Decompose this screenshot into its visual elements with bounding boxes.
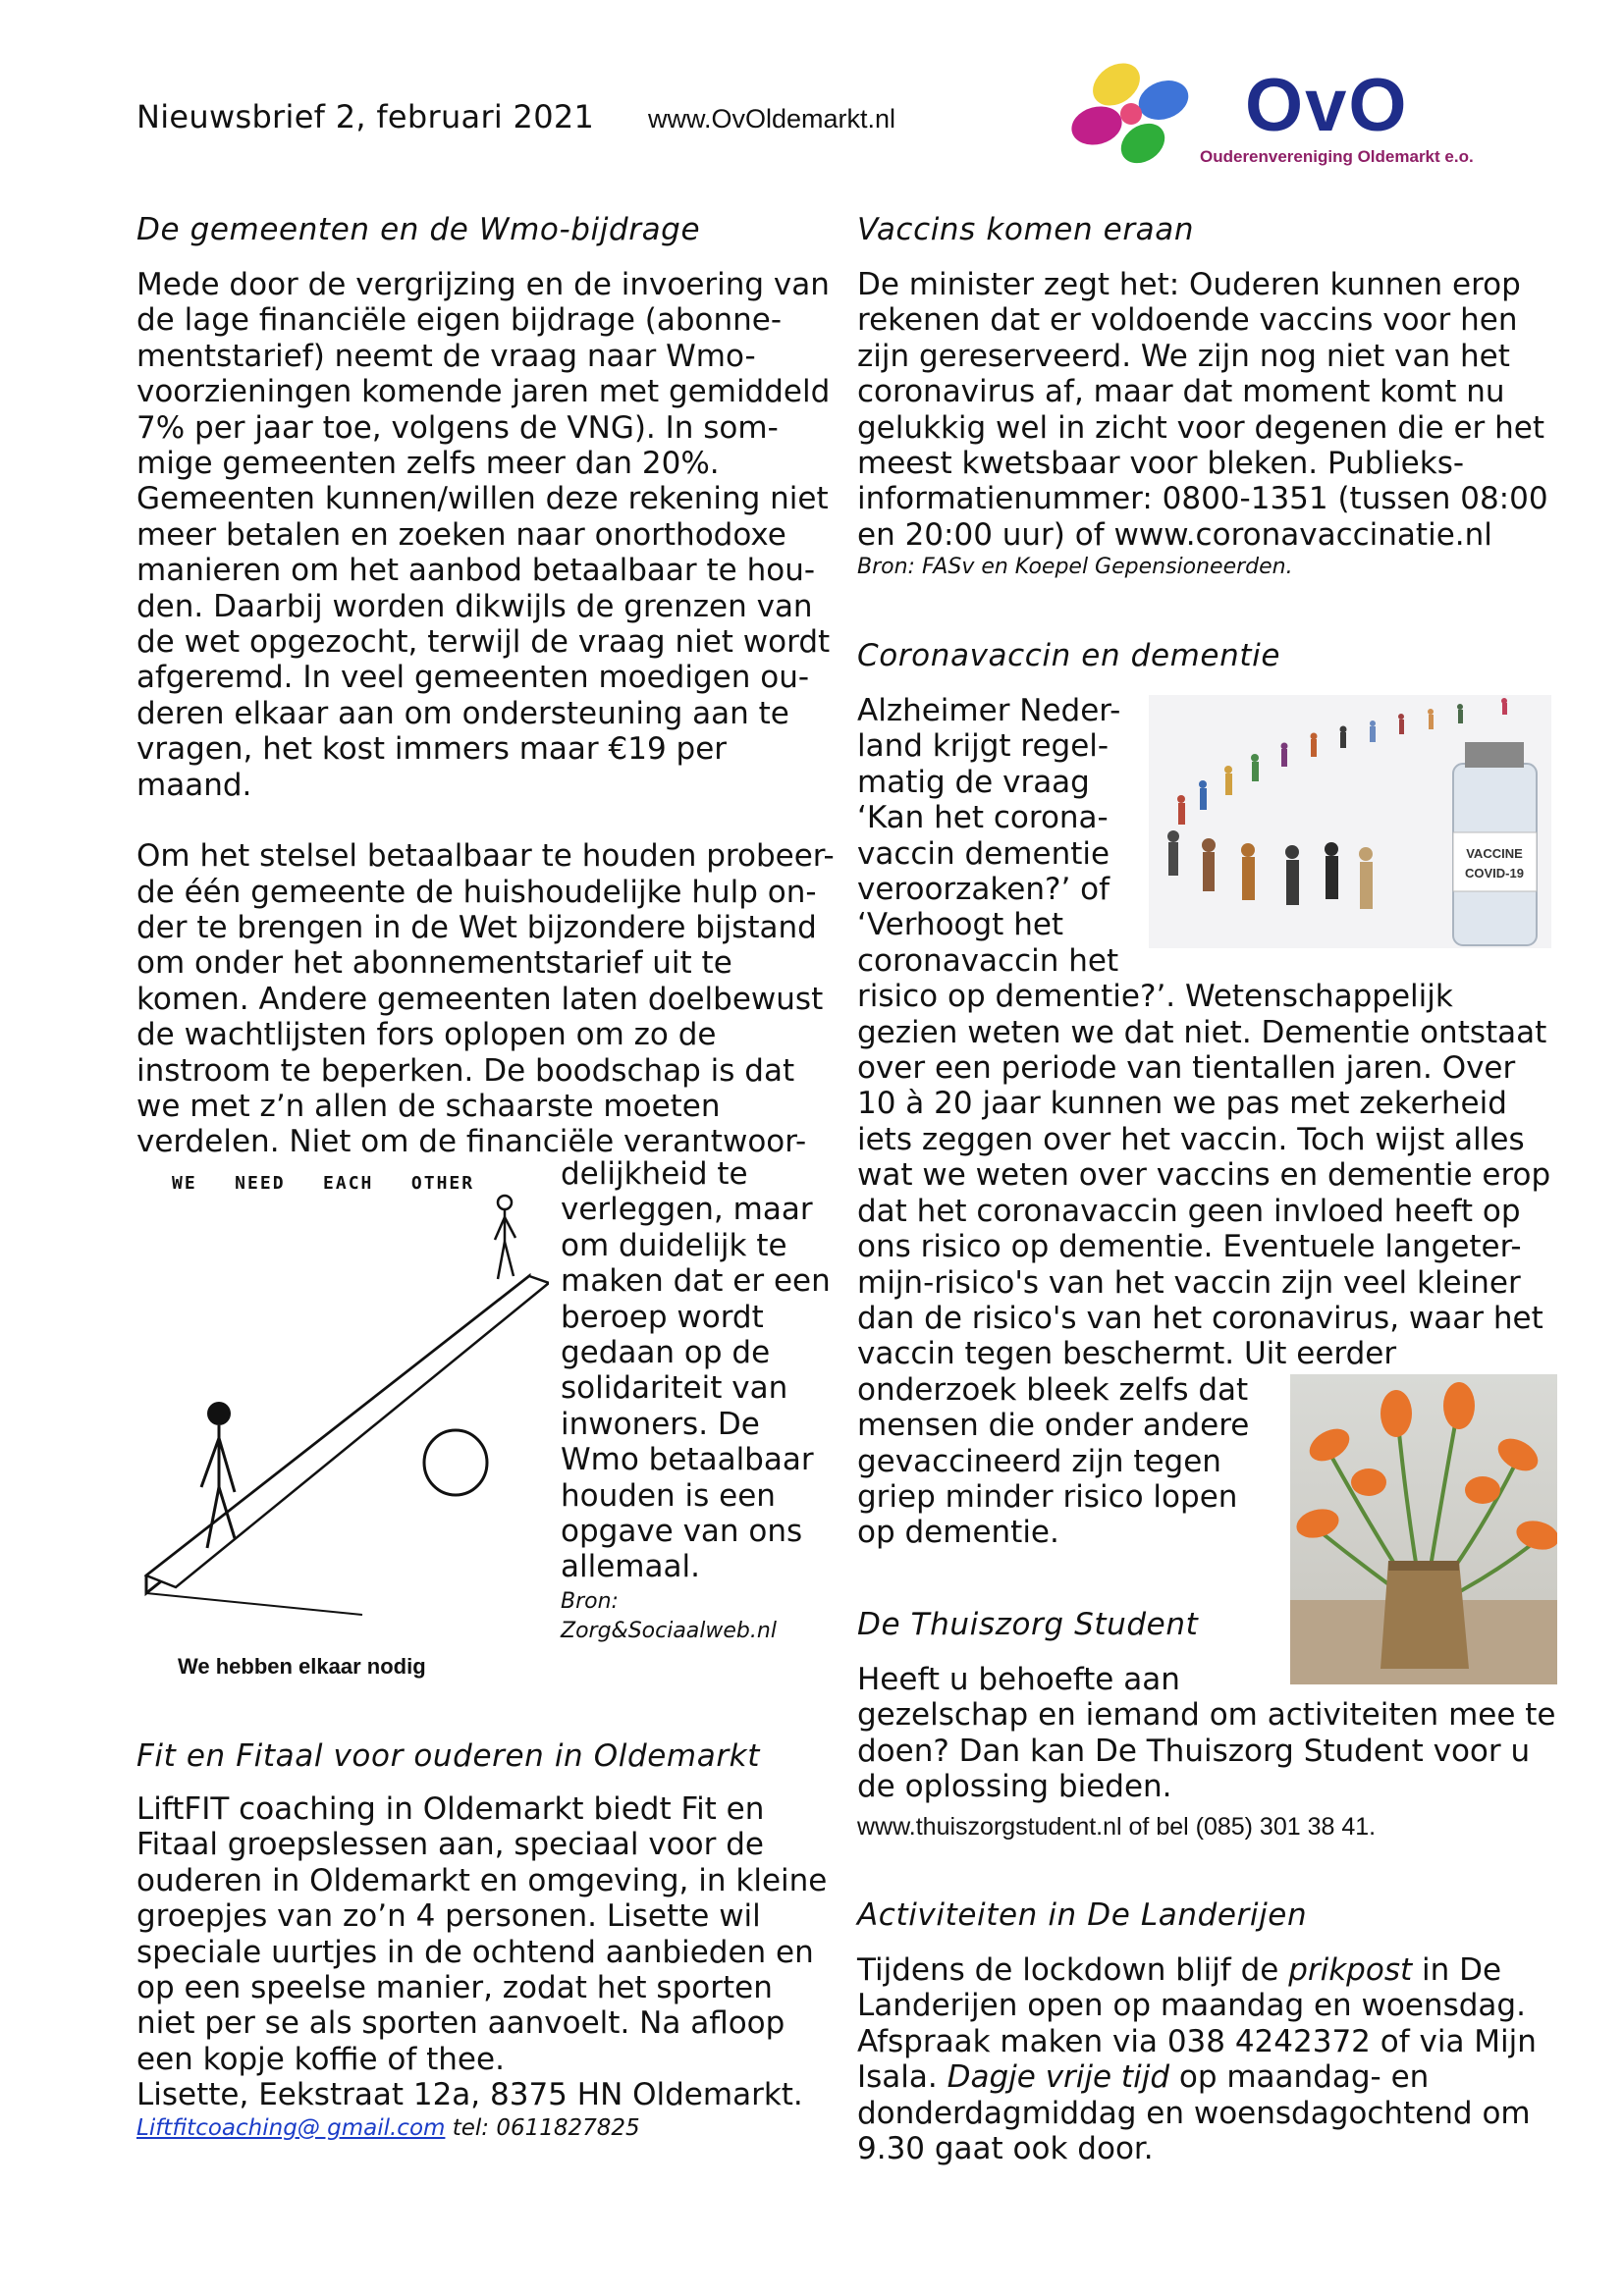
wmo-paragraph-2: Om het stelsel betaalbaar te houden probeer- de één gemeente de huishoudelijke hulp on- der te brengen in de Wet bijzondere bijstand om onder het abonnementstarief uit te komen. Andere gemeenten laten doelbewust de wachtlijsten fors oplopen om zo de instroom te beperken. De boodschap is dat we met z’n allen de schaarste moeten verdelen. Niet om de financiële verantwoor- [136,838,835,1160]
fit-paragraph: LiftFIT coaching in Oldemarkt biedt Fit en Fitaal groepslessen aan, speciaal voor de ouderen in Oldemarkt en omgeving, in kleine groepjes van zo’n 4 personen. Lisette wil speciale uurtjes in de ochtend aanbieden en op een speelse manier, zodat het sporten niet per se als sporten aanvoelt. Na afloop een kopje koffie of thee. Lisette, Eekstraat 12a, 8375 HN Oldemarkt. [136,1791,828,2113]
thuiszorg-paragraph: Heeft u behoefte aan gezelschap en iemand om activiteiten mee te doen? Dan kan De Thuiszorg Student voor u de oplossing bieden. [857,1662,1556,1805]
wmo-paragraph-1: Mede door de vergrijzing en de invoering van de lage financiële eigen bijdrage (abonne- mentstarief) neemt de vraag naar Wmo- voorzieningen komende jaren met gemiddeld 7% per jaar toe, volgens de VNG). In som- mige gemeenten zelfs meer dan 20%. Gemeenten kunnen/willen deze rekening niet meer betalen en zoeken naar onorthodoxe manieren om het aanbod betaalbaar te hou- den. Daarbij worden dikwijls de grenzen van de wet opgezocht, terwijl de vraag niet wordt afgeremd. In veel gemeenten moedigen ou- deren elkaar aan om ondersteuning aan te vragen, het kost immers maar €19 per maand. [136,267,831,803]
fit-article [136,1738,843,2143]
dementie-paragraph-full: risico op dementie?’. Wetenschappelijk gezien weten we dat niet. Dementie ontstaat over een periode van tientallen jaren. Over 10 à 20 jaar kunnen we pas met zekerheid iets zeggen over het vaccin. Toch wijst alles wat we weten over vaccins en dementie erop dat het coronavaccin geen invloed heeft op ons risico op dementie. Eventuele langeter- mijn-risico's van het vaccin zijn veel kleiner dan de risico's van het coronavirus, waar het vaccin tegen beschermt. Uit eerder [857,979,1551,1372]
vaccins-paragraph: De minister zegt het: Ouderen kunnen erop rekenen dat er voldoende vaccins voor hen zijn gereserveerd. We zijn nog niet van het coronavirus af, maar dat moment komt nu gelukkig wel in zicht voor degenen die er het meest kwetsbaar voor bleken. Publieks- informatienummer: 0800-1351 (tussen 08:00 en 20:00 uur) of www.coronavaccinatie.nl [857,267,1548,553]
landerijen-heading: Activiteiten in De Landerijen [857,1897,1308,1933]
vial-label-2: COVID-19 [1465,866,1524,881]
fit-phone: tel: 0611827825 [445,2114,640,2141]
newsletter-title: Nieuwsbrief 2, februari 2021 [136,98,595,135]
wmo-source: Bron: Zorg&Sociaalweb.nl [561,1588,777,1643]
logo-subtitle: Ouderenvereniging Oldemarkt e.o. [1200,147,1474,166]
thuiszorg-heading: De Thuiszorg Student [857,1607,1199,1642]
vaccins-source: Bron: FASv en Koepel Gepensioneerden. [857,555,1293,580]
landerijen-article [857,1897,1584,2166]
vaccins-article [857,212,1584,582]
vaccine-figures-photo [1149,695,1551,948]
fit-contact [136,2113,843,2143]
figurines-illustration [1149,695,1551,948]
vial-label-1: VACCINE [1466,846,1523,861]
fit-email-link[interactable]: Liftfitcoaching@ gmail.com [136,2114,446,2141]
figure-text: WE NEED EACH OTHER [172,1173,475,1194]
figure-caption: We hebben elkaar nodig [178,1654,426,1679]
wmo-article [136,212,843,1160]
logo-text: OvO [1245,64,1409,147]
landerijen-paragraph: Tijdens de lockdown blijf de prikpost in De Landerijen open op maandag en woensdag. Afspraak maken via 038 4242372 of via Mijn Isala. Dagje vrije tijd op maandag- en donderdagmiddag en woensdagochtend om 9.30 gaat ook door. [857,1952,1537,2167]
vaccins-heading: Vaccins komen eraan [857,212,1195,247]
fit-heading: Fit en Fitaal voor ouderen in Oldemarkt [136,1738,760,1774]
dementie-heading: Coronavaccin en dementie [857,638,1280,673]
thuiszorg-contact: www.thuiszorgstudent.nl of bel (085) 301 38 41. [857,1812,1377,1841]
seesaw-figure [136,1163,549,1693]
logo-icon [1062,57,1210,171]
thuiszorg-article [857,1607,1584,1844]
seesaw-drawing [136,1163,549,1664]
website-url[interactable]: www.OvOldemarkt.nl [648,104,896,133]
wmo-paragraph-3: delijkheid te verleggen, maar om duidelijk te maken dat er een beroep wordt gedaan op de solidariteit van inwoners. De Wmo betaalbaar houden is een opgave van ons allemaal. Bron: Zorg&Sociaalweb.nl [561,1156,836,1646]
wmo-heading: De gemeenten en de Wmo-bijdrage [136,212,701,247]
dementie-paragraph-narrow: Alzheimer Neder- land krijgt regel- matig de vraag ‘Kan het corona- vaccin dementie veroorzaken?’ of ‘Verhoogt het coronavaccin het [857,693,1121,979]
dementie-paragraph-end: onderzoek bleek zelfs dat mensen die onder andere gevaccineerd zijn tegen griep minder risico lopen op dementie. [857,1371,1250,1551]
